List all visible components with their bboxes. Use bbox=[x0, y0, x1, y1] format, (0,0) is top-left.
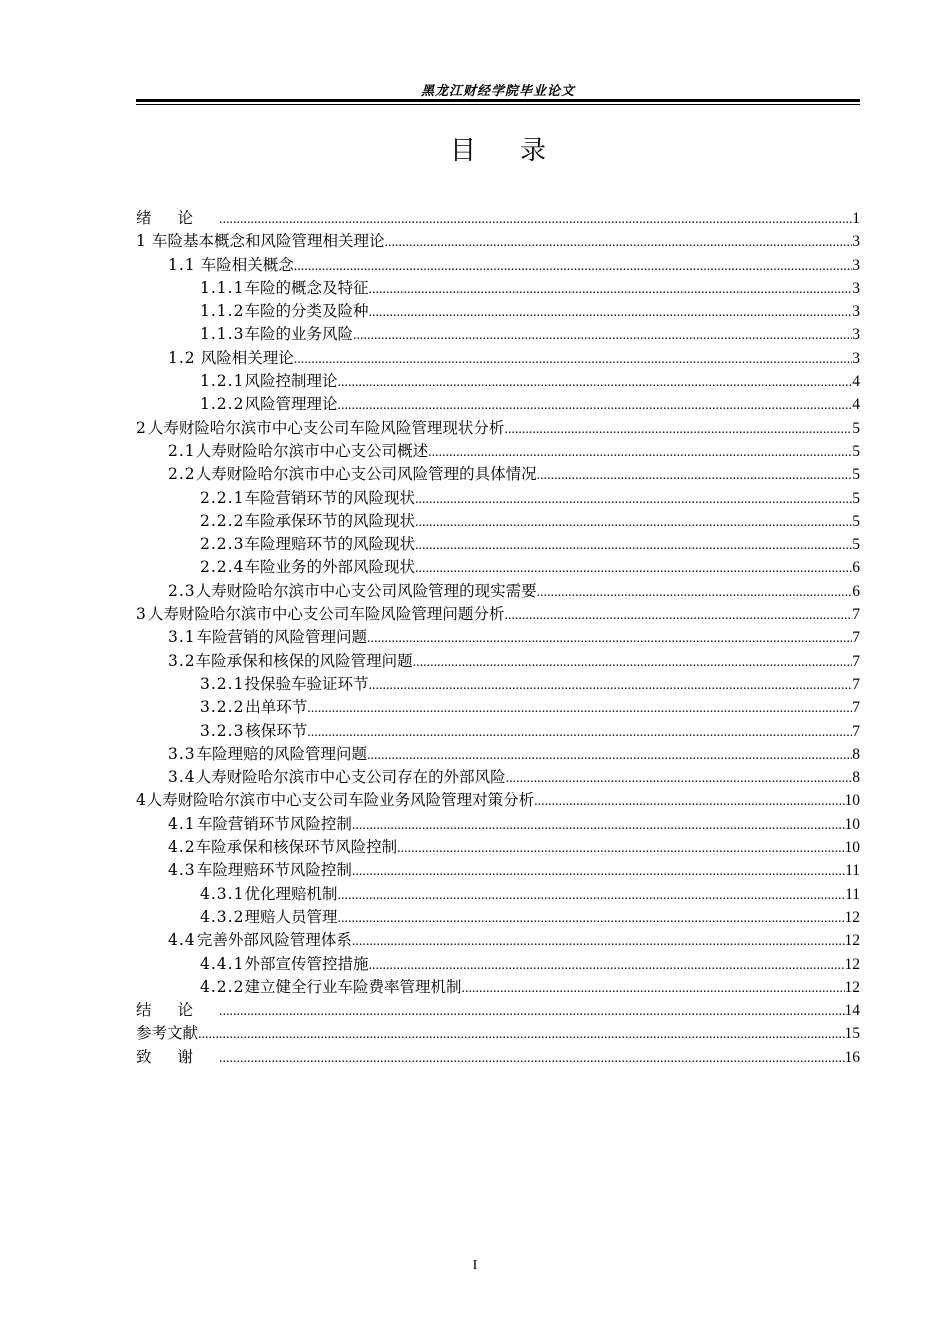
toc-entry-number: 4.3 bbox=[168, 861, 196, 880]
toc-entry[interactable] bbox=[136, 743, 860, 766]
toc-dot-leader bbox=[219, 1000, 844, 1023]
toc-entry[interactable] bbox=[136, 277, 860, 300]
toc-entry[interactable] bbox=[136, 953, 860, 976]
toc-entry-label: 车险理赔环节风险控制 bbox=[196, 861, 352, 880]
toc-entry-number: 2.2.1 bbox=[200, 488, 245, 507]
toc-entry[interactable] bbox=[136, 836, 860, 859]
toc-entry-number: 3 bbox=[136, 605, 146, 624]
toc-dot-leader bbox=[368, 278, 852, 301]
toc-entry-page: 3 bbox=[852, 233, 860, 251]
toc-entry-page: 7 bbox=[852, 652, 860, 670]
toc-entry-number: 2.2.2 bbox=[200, 511, 245, 530]
toc-entry[interactable] bbox=[136, 487, 860, 510]
toc-dot-leader bbox=[415, 511, 852, 534]
toc-entry-label: 建立健全行业车险费率管理机制 bbox=[244, 977, 462, 996]
toc-entry-label: 风险管理理论 bbox=[244, 395, 338, 414]
toc-entry[interactable] bbox=[136, 300, 860, 323]
toc-entry-page: 6 bbox=[852, 559, 860, 577]
running-header: 黑龙江财经学院毕业论文 bbox=[420, 84, 575, 99]
toc-entry-number: 1.2.2 bbox=[200, 395, 245, 414]
toc-entry-label: 人寿财险哈尔滨市中心支公司车险风险管理现状分析 bbox=[147, 418, 505, 437]
toc-entry-number: 4.4.1 bbox=[200, 954, 245, 973]
toc-entry-label: 人寿财险哈尔滨市中心支公司风险管理的现实需要 bbox=[195, 581, 537, 600]
toc-entry[interactable] bbox=[136, 859, 860, 882]
toc-entry[interactable] bbox=[136, 510, 860, 533]
toc-entry-number: 3.3 bbox=[168, 744, 196, 763]
toc-dot-leader bbox=[368, 301, 852, 324]
toc-entry-label: 车险理赔环节的风险现状 bbox=[244, 535, 415, 554]
toc-dot-leader bbox=[337, 394, 852, 417]
toc-entry-page: 7 bbox=[852, 722, 860, 740]
toc-entry-page: 5 bbox=[852, 442, 860, 460]
toc-entry-number: 2 bbox=[136, 418, 146, 437]
toc-entry-label: 风险相关理论 bbox=[200, 348, 294, 367]
toc-entry-page: 11 bbox=[845, 862, 860, 880]
header-rule-thick bbox=[136, 99, 860, 102]
toc-entry-number: 1.1.1 bbox=[200, 278, 245, 297]
toc-entry-page: 5 bbox=[852, 512, 860, 530]
toc-dot-leader bbox=[534, 790, 844, 813]
toc-entry-page: 1 bbox=[852, 210, 860, 227]
toc-entry-page: 4 bbox=[852, 396, 860, 414]
toc-entry-page: 3 bbox=[852, 326, 860, 344]
toc-dot-leader bbox=[353, 324, 852, 347]
toc-dot-leader bbox=[337, 907, 844, 930]
toc-entry-number: 4 bbox=[136, 791, 146, 810]
toc-entry-number: 2.1 bbox=[168, 441, 196, 460]
toc-entry-label: 出单环节 bbox=[245, 698, 308, 717]
toc-entry[interactable] bbox=[136, 417, 860, 440]
toc-entry-label: 致谢 bbox=[136, 1047, 220, 1066]
toc-entry[interactable] bbox=[136, 254, 860, 277]
toc-entry[interactable] bbox=[136, 789, 860, 812]
toc-entry-number: 4.3.2 bbox=[200, 907, 245, 926]
toc-dot-leader bbox=[294, 255, 853, 278]
toc-entry-label: 车险理赔的风险管理问题 bbox=[196, 744, 367, 763]
toc-entry-number: 3.2.1 bbox=[200, 674, 245, 693]
toc-entry-page: 8 bbox=[852, 745, 860, 763]
toc-dot-leader bbox=[198, 1023, 844, 1046]
toc-dot-leader bbox=[415, 557, 852, 580]
toc-dot-leader bbox=[367, 627, 852, 650]
toc-entry[interactable] bbox=[136, 626, 860, 649]
toc-entry-page: 14 bbox=[844, 1002, 860, 1020]
toc-entry-label: 车险营销环节的风险现状 bbox=[244, 488, 415, 507]
toc-entry-label: 人寿财险哈尔滨市中心支公司风险管理的具体情况 bbox=[195, 465, 537, 484]
toc-entry-page: 15 bbox=[844, 1025, 860, 1043]
toc-entry-number: 4.2 bbox=[168, 838, 196, 857]
toc-entry[interactable] bbox=[136, 323, 860, 346]
toc-entry-page: 8 bbox=[852, 769, 860, 787]
toc-dot-leader bbox=[537, 581, 853, 604]
toc-entry-number: 1.2.1 bbox=[200, 372, 245, 391]
toc-dot-leader bbox=[294, 348, 853, 371]
toc-entry-number: 4.3.1 bbox=[200, 884, 245, 903]
toc-entry[interactable] bbox=[136, 230, 860, 253]
toc-entry-label: 人寿财险哈尔滨市中心支公司概述 bbox=[195, 441, 429, 460]
toc-entry-number: 2.3 bbox=[168, 581, 196, 600]
toc-dot-leader bbox=[504, 604, 852, 627]
toc-dot-leader bbox=[352, 860, 845, 883]
toc-dot-leader bbox=[352, 814, 845, 837]
toc-entry-number: 4.1 bbox=[168, 814, 196, 833]
toc-entry[interactable] bbox=[136, 603, 860, 626]
toc-entry-label: 核保环节 bbox=[245, 721, 308, 740]
toc-entry-page: 12 bbox=[844, 932, 860, 950]
toc-dot-leader bbox=[352, 930, 845, 953]
toc-entry[interactable] bbox=[136, 929, 860, 952]
toc-dot-leader bbox=[337, 371, 852, 394]
toc-entry-number: 3.2 bbox=[168, 651, 196, 670]
toc-entry[interactable] bbox=[136, 720, 860, 743]
toc-entry-label: 优化理赔机制 bbox=[244, 884, 338, 903]
toc-dot-leader bbox=[337, 884, 845, 907]
toc-entry-page: 5 bbox=[852, 536, 860, 554]
toc-dot-leader bbox=[219, 1047, 844, 1070]
toc-entry-page: 12 bbox=[844, 955, 860, 973]
toc-entry-page: 10 bbox=[844, 792, 860, 810]
toc-entry-label: 人寿财险哈尔滨市中心支公司存在的外部风险 bbox=[195, 768, 506, 787]
toc-entry[interactable] bbox=[136, 370, 860, 393]
toc-dot-leader bbox=[428, 441, 852, 464]
toc-dot-leader bbox=[307, 697, 852, 720]
toc-entry-number: 2.2.3 bbox=[200, 535, 245, 554]
toc-entry-page: 7 bbox=[852, 699, 860, 717]
header-rule-thin bbox=[136, 104, 860, 105]
toc-entry-page: 3 bbox=[852, 349, 860, 367]
toc-entry[interactable] bbox=[136, 976, 860, 999]
toc-entry[interactable] bbox=[136, 440, 860, 463]
toc-entry-page: 11 bbox=[845, 885, 860, 903]
toc-dot-leader bbox=[413, 651, 853, 674]
page-number: I bbox=[472, 1258, 478, 1273]
toc-dot-leader bbox=[415, 534, 852, 557]
toc-entry[interactable] bbox=[136, 207, 860, 230]
toc-entry-label: 外部宣传管控措施 bbox=[244, 954, 369, 973]
toc-entry[interactable] bbox=[136, 813, 860, 836]
toc-entry[interactable] bbox=[136, 650, 860, 673]
toc-dot-leader bbox=[385, 231, 853, 254]
toc-entry-page: 5 bbox=[852, 489, 860, 507]
toc-dot-leader bbox=[397, 837, 844, 860]
toc-entry[interactable] bbox=[136, 580, 860, 603]
toc-entry-page: 10 bbox=[844, 839, 860, 857]
toc-entry-page: 3 bbox=[852, 279, 860, 297]
toc-entry[interactable] bbox=[136, 883, 860, 906]
toc-entry-label: 人寿财险哈尔滨市中心支公司车险业务风险管理对策分析 bbox=[146, 791, 535, 810]
toc-entry-page: 7 bbox=[852, 675, 860, 693]
toc-dot-leader bbox=[415, 488, 852, 511]
toc-entry[interactable] bbox=[136, 533, 860, 556]
toc-entry-label: 车险承保和核保的风险管理问题 bbox=[195, 651, 413, 670]
toc-entry-page: 5 bbox=[852, 466, 860, 484]
toc-entry-number: 1.2 bbox=[168, 348, 196, 367]
toc-entry[interactable] bbox=[136, 906, 860, 929]
toc-entry[interactable] bbox=[136, 463, 860, 486]
toc-entry[interactable] bbox=[136, 556, 860, 579]
toc-entry-label: 车险营销环节风险控制 bbox=[196, 814, 352, 833]
toc-dot-leader bbox=[461, 977, 844, 1000]
toc-entry[interactable] bbox=[136, 673, 860, 696]
toc-dot-leader bbox=[368, 674, 852, 697]
toc-entry-label: 参考文献 bbox=[136, 1024, 199, 1043]
toc-entry[interactable] bbox=[136, 347, 860, 370]
toc-title: 目录 bbox=[449, 136, 590, 166]
toc-entry-label: 车险承保环节的风险现状 bbox=[244, 511, 415, 530]
toc-entry-page: 5 bbox=[852, 419, 860, 437]
toc-entry-number: 1 bbox=[136, 232, 146, 251]
toc-entry-number: 1.1.2 bbox=[200, 302, 245, 321]
toc-entry-number: 3.2.3 bbox=[200, 721, 245, 740]
toc-entry[interactable] bbox=[136, 696, 860, 719]
toc-entry-page: 12 bbox=[844, 978, 860, 996]
toc-entry[interactable] bbox=[136, 1022, 860, 1045]
toc-entry-label: 车险业务的外部风险现状 bbox=[244, 558, 415, 577]
toc-entry-page: 7 bbox=[852, 606, 860, 624]
toc-entry[interactable] bbox=[136, 1046, 860, 1069]
toc-entry[interactable] bbox=[136, 999, 860, 1022]
toc-entry-label: 理赔人员管理 bbox=[244, 907, 338, 926]
toc-entry-page: 6 bbox=[852, 582, 860, 600]
table-of-contents bbox=[136, 207, 860, 1069]
toc-entry[interactable] bbox=[136, 766, 860, 789]
toc-entry-number: 3.1 bbox=[168, 628, 196, 647]
toc-entry-page: 4 bbox=[852, 373, 860, 391]
toc-entry-number: 1.1 bbox=[168, 255, 196, 274]
toc-dot-leader bbox=[504, 418, 852, 441]
toc-entry-number: 3.2.2 bbox=[200, 698, 245, 717]
toc-dot-leader bbox=[368, 954, 844, 977]
toc-entry-label: 车险基本概念和风险管理相关理论 bbox=[151, 232, 385, 251]
toc-entry-page: 16 bbox=[844, 1048, 860, 1066]
toc-entry-label: 车险的业务风险 bbox=[244, 325, 353, 344]
toc-entry-label: 车险营销的风险管理问题 bbox=[196, 628, 367, 647]
toc-entry-label: 车险相关概念 bbox=[200, 255, 294, 274]
toc-entry-page: 12 bbox=[844, 908, 860, 926]
toc-dot-leader bbox=[367, 744, 852, 767]
toc-entry-number: 4.4 bbox=[168, 931, 196, 950]
toc-entry-number: 3.4 bbox=[168, 768, 196, 787]
toc-entry-label: 车险承保和核保环节风险控制 bbox=[195, 838, 398, 857]
toc-entry-label: 车险的概念及特征 bbox=[244, 278, 369, 297]
toc-entry-number: 4.2.2 bbox=[200, 977, 245, 996]
toc-entry-label: 投保验车验证环节 bbox=[244, 674, 369, 693]
toc-dot-leader bbox=[506, 767, 853, 790]
toc-entry-label: 人寿财险哈尔滨市中心支公司车险风险管理问题分析 bbox=[147, 605, 505, 624]
toc-entry-page: 3 bbox=[852, 256, 860, 274]
toc-entry-number: 1.1.3 bbox=[200, 325, 245, 344]
toc-dot-leader bbox=[219, 208, 852, 231]
toc-entry-label: 结论 bbox=[136, 1001, 220, 1020]
toc-entry-number: 2.2 bbox=[168, 465, 196, 484]
toc-entry-page: 10 bbox=[844, 815, 860, 833]
toc-entry-label: 车险的分类及险种 bbox=[244, 302, 369, 321]
toc-entry-label: 风险控制理论 bbox=[244, 372, 338, 391]
toc-entry-label: 完善外部风险管理体系 bbox=[196, 931, 352, 950]
toc-entry-page: 3 bbox=[852, 303, 860, 321]
toc-entry-label: 绪论 bbox=[136, 209, 220, 227]
toc-entry[interactable] bbox=[136, 393, 860, 416]
toc-entry-number: 2.2.4 bbox=[200, 558, 245, 577]
toc-dot-leader bbox=[537, 464, 853, 487]
toc-dot-leader bbox=[307, 721, 852, 744]
toc-entry-page: 7 bbox=[852, 629, 860, 647]
